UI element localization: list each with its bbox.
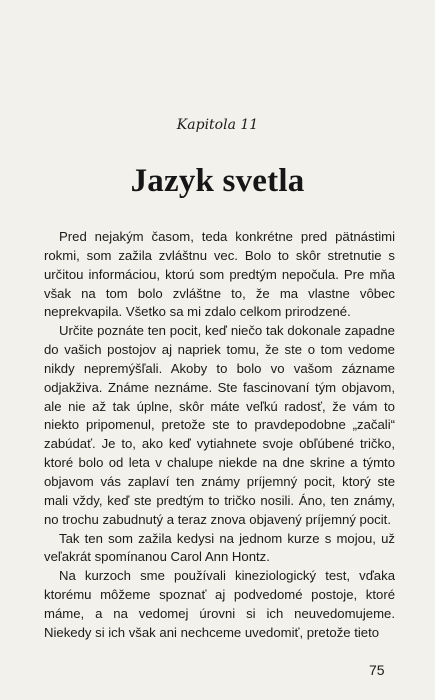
chapter-label: Kapitola 11 — [176, 117, 259, 133]
paragraph: Na kurzoch sme používali kineziologický test, vďaka ktorému môžeme spoznať aj podvedomé postoje, ktoré máme, a na vedomej úrovni si ich neuvedomujeme. Niekedy si ich však ani nechceme uvedomiť, pretože tieto — [44, 568, 395, 640]
paragraph: Pred nejakým časom, teda konkrétne pred pätnástimi rokmi, som zažila zvláštnu vec. Bolo to skôr stretnutie s určitou informáciou, ktorú som predtým nepočula. Pre mňa však na tom bolo zvláštne to, že ma vlastne vôbec neprekvapila. Všetko sa mi zdalo celkom prirodzené. — [44, 229, 395, 320]
page-number: 75 — [369, 662, 385, 678]
paragraph: Určite poznáte ten pocit, keď niečo tak dokonale zapadne do vašich postojov aj napriek tomu, že ste o tom vedome nikdy nepremýšľali. Akoby to bolo vo vašom zázname odjakživa. Známe neznáme. Ste fascinovaní tým objavom, ale nie až tak úplne, skôr máte veľkú radosť, že vám to niekto pripomenul, pretože ste to pravdepodobne „začali“ zabúdať. Je to, ako keď vytiahnete svoje obľúbené tričko, ktoré bolo od leta v chalupe niekde na dne skrine a týmto objavom vás zaplaví ten známy príjemný pocit, ktorý ste mali vždy, keď ste predtým to tričko nosili. Áno, ten známy, no trochu zabudnutý a teraz znova objavený príjemný pocit. — [44, 323, 395, 527]
paragraph: Tak ten som zažila kedysi na jednom kurze s mojou, už veľakrát spomínanou Carol Ann Hontz. — [44, 530, 395, 565]
chapter-title: Jazyk svetla — [130, 163, 305, 199]
chapter-body — [44, 228, 395, 643]
